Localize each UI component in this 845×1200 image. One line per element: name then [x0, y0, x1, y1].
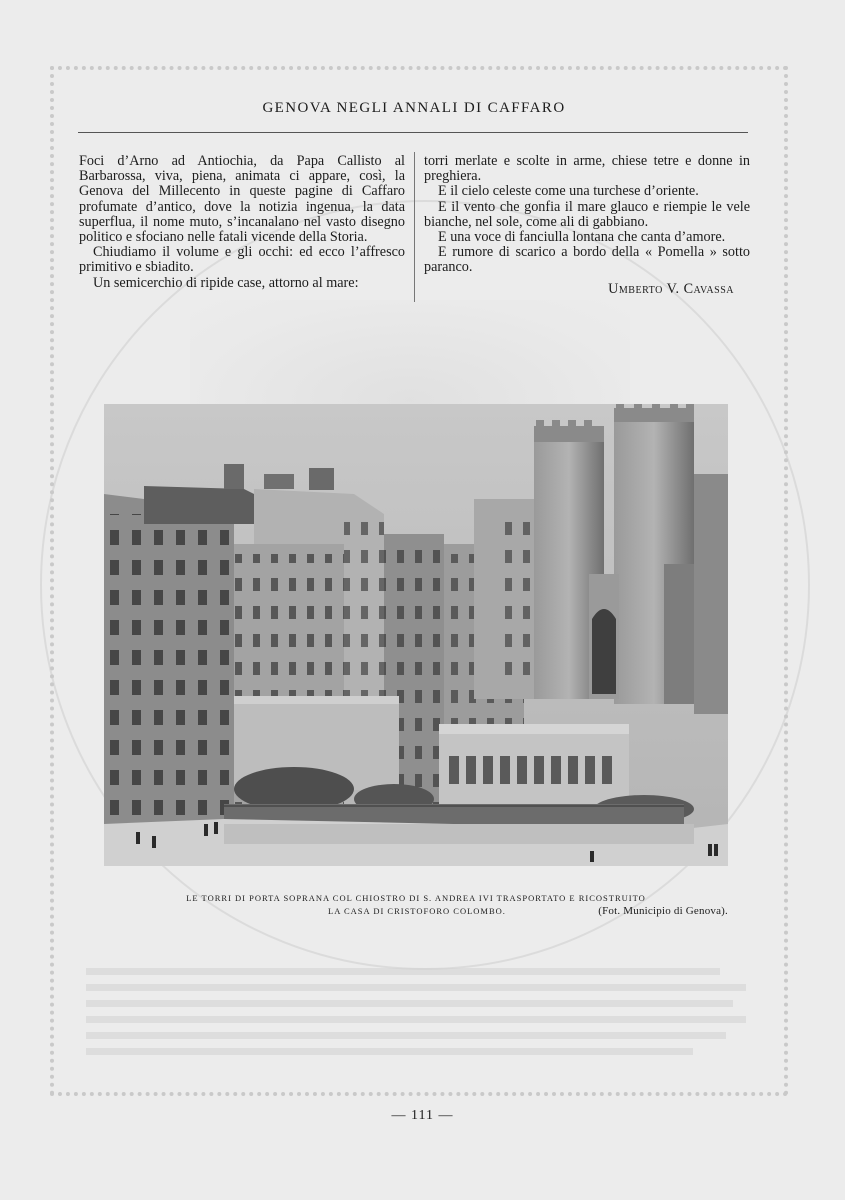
running-head: GENOVA NEGLI ANNALI DI CAFFARO	[262, 100, 566, 116]
paragraph: torri merlate e scolte in arme, chiese tetre e donne in preghiera.	[424, 153, 750, 185]
show-through-text	[86, 968, 746, 1064]
photograph-porta-soprana	[104, 404, 728, 866]
paragraph: Chiudiamo il volume e gli occhi: ed ecco l’affresco primitivo e sbiadito.	[79, 244, 405, 276]
left-column	[79, 154, 405, 291]
figure-caption-continued	[104, 906, 728, 920]
paragraph: E il vento che gonfia il mare glauco e riempie le vele bianche, nel sole, come ali di gabbiano.	[424, 198, 750, 230]
column-separator	[414, 152, 415, 302]
header-rule	[78, 132, 748, 133]
author-signature: Umberto V. Cavassa	[608, 280, 734, 297]
caption-text: LA CASA DI CRISTOFORO COLOMBO.	[328, 906, 506, 916]
paragraph: E una voce di fanciulla lontana che canta d’amore.	[438, 229, 726, 246]
page-number: — 111 —	[391, 1108, 454, 1123]
figure-caption: LE TORRI DI PORTA SOPRANA COL CHIOSTRO DI S. ANDREA IVI TRASPORTATO E RICOSTRUITO	[186, 893, 646, 903]
right-column	[424, 154, 750, 297]
photo-credit: (Fot. Municipio di Genova).	[598, 905, 728, 917]
paragraph: Foci d’Arno ad Antiochia, da Papa Callisto al Barbarossa, viva, piena, animata ci appare, così, la Genova del Millecento in queste pagine di Caffaro profumate d’antico, dove la notizia ingenua, la data superflua, il nome muto, s’incanalano nel vasto disegno politico e sfociano nelle fatali vicende della Storia.	[79, 153, 405, 246]
paragraph: E il cielo celeste come una turchese d’oriente.	[438, 183, 699, 200]
paragraph: Un semicerchio di ripide case, attorno al mare:	[93, 274, 359, 291]
paragraph: E rumore di scarico a bordo della « Pomella » sotto paranco.	[424, 244, 750, 276]
